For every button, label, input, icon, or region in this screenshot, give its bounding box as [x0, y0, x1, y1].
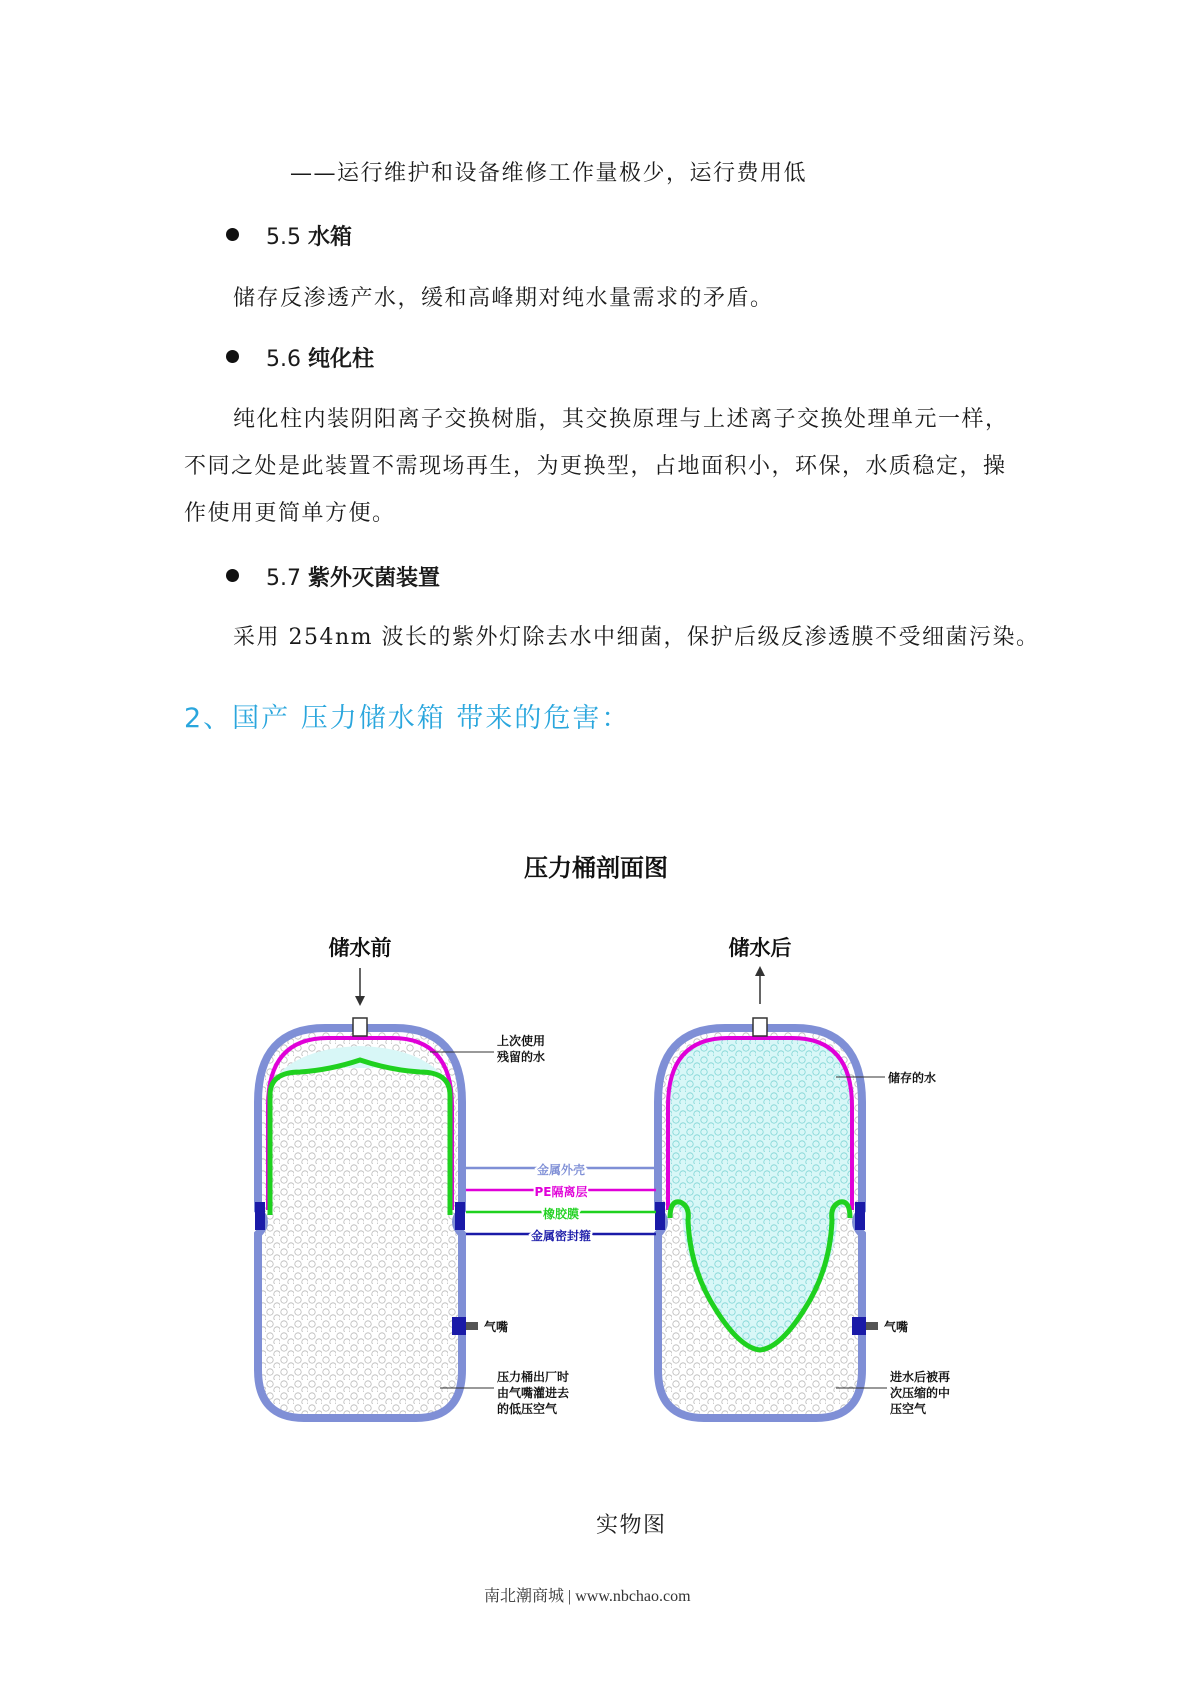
callout-low-pressure-line-1: 压力桶出厂时: [497, 1370, 570, 1384]
item-text-5-7: 采用 254nm 波长的紫外灯除去水中细菌，保护后级反渗透膜不受细菌污染。: [233, 625, 1040, 650]
callout-residual-line-1: 上次使用: [497, 1034, 546, 1048]
left-tank-label: 储水前: [328, 936, 392, 960]
callout-residual-line-2: 残留的水: [497, 1050, 546, 1064]
callout-mid-pressure-line-2: 次压缩的中: [890, 1386, 951, 1400]
item-title: 纯化柱: [308, 347, 375, 372]
item-text-5-6-line-1: 纯化柱内装阴阳离子交换树脂，其交换原理与上述离子交换处理单元一样，: [233, 407, 1009, 432]
bullet-icon: [226, 350, 239, 363]
pressure-tank-diagram: [0, 840, 1200, 1440]
valve-label-left: 气嘴: [484, 1320, 509, 1334]
legend: [466, 1162, 656, 1243]
item-title: 水箱: [308, 225, 353, 250]
right-tank-label: 储水后: [728, 936, 792, 960]
item-heading-5-5: [266, 220, 352, 251]
bullet-icon: [226, 569, 239, 582]
right-tank: [655, 936, 878, 1418]
item-number: 5.6: [266, 347, 301, 372]
valve-label-right: 气嘴: [884, 1320, 909, 1334]
figure-caption: 实物图: [596, 1513, 667, 1538]
legend-metal-shell: 金属外壳: [536, 1163, 586, 1177]
callout-mid-pressure-line-3: 压空气: [890, 1402, 927, 1416]
item-text-5-6-line-3: 作使用更简单方便。: [184, 501, 396, 526]
item-text-5-6-line-2: 不同之处是此装置不需现场再生，为更换型，占地面积小，环保，水质稳定，操: [184, 454, 1007, 479]
callout-stored-water: 储存的水: [888, 1071, 937, 1085]
footer-link[interactable]: 南北潮商城 | www.nbchao.com: [484, 1588, 691, 1605]
item-number: 5.7: [266, 566, 301, 591]
bullet-icon: [226, 228, 239, 241]
callout-low-pressure-line-2: 由气嘴灌进去: [497, 1386, 570, 1400]
item-title: 紫外灭菌装置: [308, 566, 441, 591]
legend-pe-layer: PE隔离层: [534, 1185, 588, 1199]
callout-mid-pressure-line-1: 进水后被再: [890, 1370, 951, 1384]
callout-low-pressure-line-3: 的低压空气: [497, 1402, 558, 1416]
item-text-5-5: 储存反渗透产水，缓和高峰期对纯水量需求的矛盾。: [233, 286, 774, 311]
diagram-title: 压力桶剖面图: [524, 854, 668, 882]
legend-metal-seal: 金属密封箍: [530, 1229, 592, 1243]
left-tank: [255, 936, 478, 1418]
intro-line: ——运行维护和设备维修工作量极少，运行费用低: [290, 161, 808, 186]
item-heading-5-6: [266, 342, 374, 373]
section-heading: 2、国产 压力储水箱 带来的危害：: [184, 703, 631, 734]
item-number: 5.5: [266, 225, 301, 250]
legend-rubber-membrane: 橡胶膜: [542, 1207, 580, 1221]
item-heading-5-7: [266, 561, 440, 592]
